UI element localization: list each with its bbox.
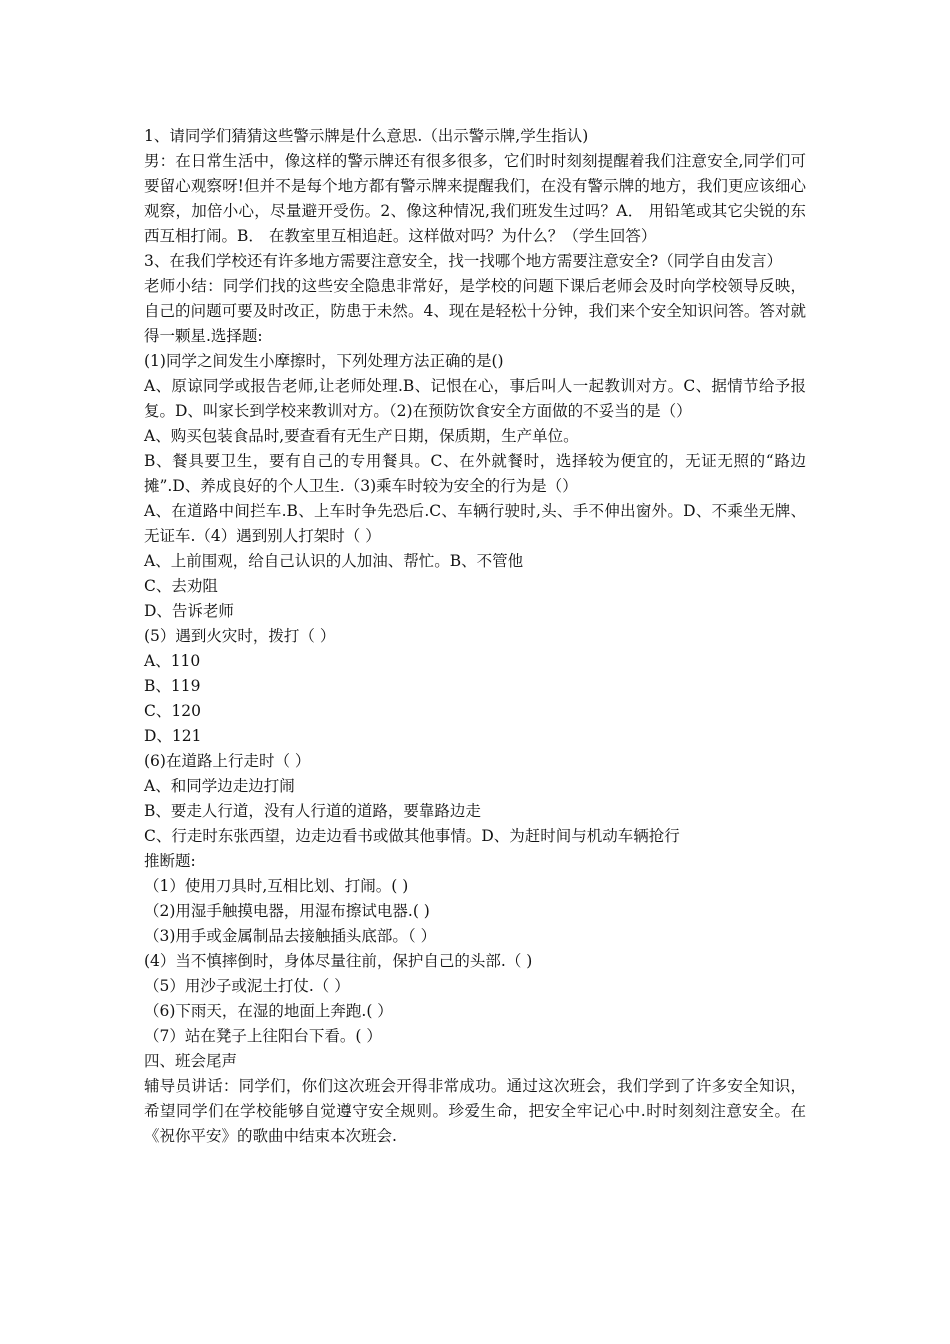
- question-2-options: B、餐具要卫生，要有自己的专用餐具。C、在外就餐时，选择较为便宜的，无证无照的“路边摊”.D、养成良好的个人卫生.（3)乘车时较为安全的行为是（）: [144, 452, 806, 495]
- question-1-options: A、原谅同学或报告老师,让老师处理.B、记恨在心，事后叫人一起教训对方。C、据情节给予报复。D、叫家长到学校来教训对方。（2)在预防饮食安全方面做的不妥当的是（）: [144, 377, 806, 420]
- question-6-option-a: A、和同学边走边打闹: [144, 777, 295, 795]
- judgment-5: （5）用沙子或泥土打仗.（ ）: [144, 977, 350, 995]
- judgment-6: （6)下雨天，在湿的地面上奔跑.( ）: [144, 1002, 393, 1020]
- question-1: (1)同学之间发生小摩擦时，下列处理方法正确的是(): [144, 352, 504, 370]
- question-5-option-b: B、119: [144, 677, 201, 695]
- question-6-option-b: B、要走人行道，没有人行道的道路，要靠路边走: [144, 802, 481, 820]
- judgment-3: （3)用手或金属制品去接触插头底部。（ ）: [144, 927, 437, 945]
- judgment-4: (4）当不慎摔倒时，身体尽量往前，保护自己的头部.（ ): [144, 952, 533, 970]
- paragraph-male-speech: 男：在日常生活中，像这样的警示牌还有很多很多，它们时时刻刻提醒着我们注意安全,同学们可要留心观察呀!但并不是每个地方都有警示牌来提醒我们，在没有警示牌的地方，我们更应该细心观察，加倍小心，尽量避开受伤。2、像这种情况,我们班发生过吗？A． 用铅笔或其它尖锐的东西互相打闹。B． 在教室里互相追赶。这样做对吗？为什么？（学生回答）: [144, 152, 806, 245]
- question-4-option-d: D、告诉老师: [144, 602, 234, 620]
- paragraph-counselor-speech: 辅导员讲话：同学们，你们这次班会开得非常成功。通过这次班会，我们学到了许多安全知识，希望同学们在学校能够自觉遵守安全规则。珍爱生命，把安全牢记心中.时时刻刻注意安全。在《祝你平安》的歌曲中结束本次班会.: [144, 1077, 806, 1145]
- question-4-option-c: C、去劝阻: [144, 577, 218, 595]
- question-2-option-a: A、购买包装食品时,要查看有无生产日期，保质期，生产单位。: [144, 427, 579, 445]
- question-4-option-ab: A、上前围观，给自己认识的人加油、帮忙。B、不管他: [144, 552, 524, 570]
- section-heading-closing: 四、班会尾声: [144, 1052, 238, 1070]
- paragraph-q1: 1、请同学们猜猜这些警示牌是什么意思.（出示警示牌,学生指认): [144, 127, 589, 145]
- judgment-7: （7）站在凳子上往阳台下看。( ）: [144, 1027, 382, 1045]
- question-5: (5）遇到火灾时，拨打（ ）: [144, 627, 336, 645]
- judgment-2: （2)用湿手触摸电器，用湿布擦试电器.( ): [144, 902, 430, 920]
- document-body: [144, 124, 806, 1149]
- question-5-option-a: A、110: [144, 652, 201, 670]
- judgment-1: （1）使用刀具时,互相比划、打闹。( ): [144, 877, 409, 895]
- paragraph-q3: 3、在我们学校还有许多地方需要注意安全，找一找哪个地方需要注意安全?（同学自由发言）: [144, 252, 783, 270]
- question-6: (6)在道路上行走时（ ）: [144, 752, 311, 770]
- paragraph-teacher-summary: 老师小结：同学们找的这些安全隐患非常好，是学校的问题下课后老师会及时向学校领导反映，自己的问题可要及时改正，防患于未然。4、现在是轻松十分钟，我们来个安全知识问答。答对就得一颗星.选择题:: [144, 277, 806, 345]
- question-6-option-cd: C、行走时东张西望，边走边看书或做其他事情。D、为赶时间与机动车辆抢行: [144, 827, 680, 845]
- judgment-heading: 推断题:: [144, 852, 196, 870]
- question-5-option-c: C、120: [144, 702, 201, 720]
- question-3-options: A、在道路中间拦车.B、上车时争先恐后.C、车辆行驶时,头、手不伸出窗外。D、不乘坐无牌、无证车.（4）遇到别人打架时（ ）: [144, 502, 806, 545]
- question-5-option-d: D、121: [144, 727, 202, 745]
